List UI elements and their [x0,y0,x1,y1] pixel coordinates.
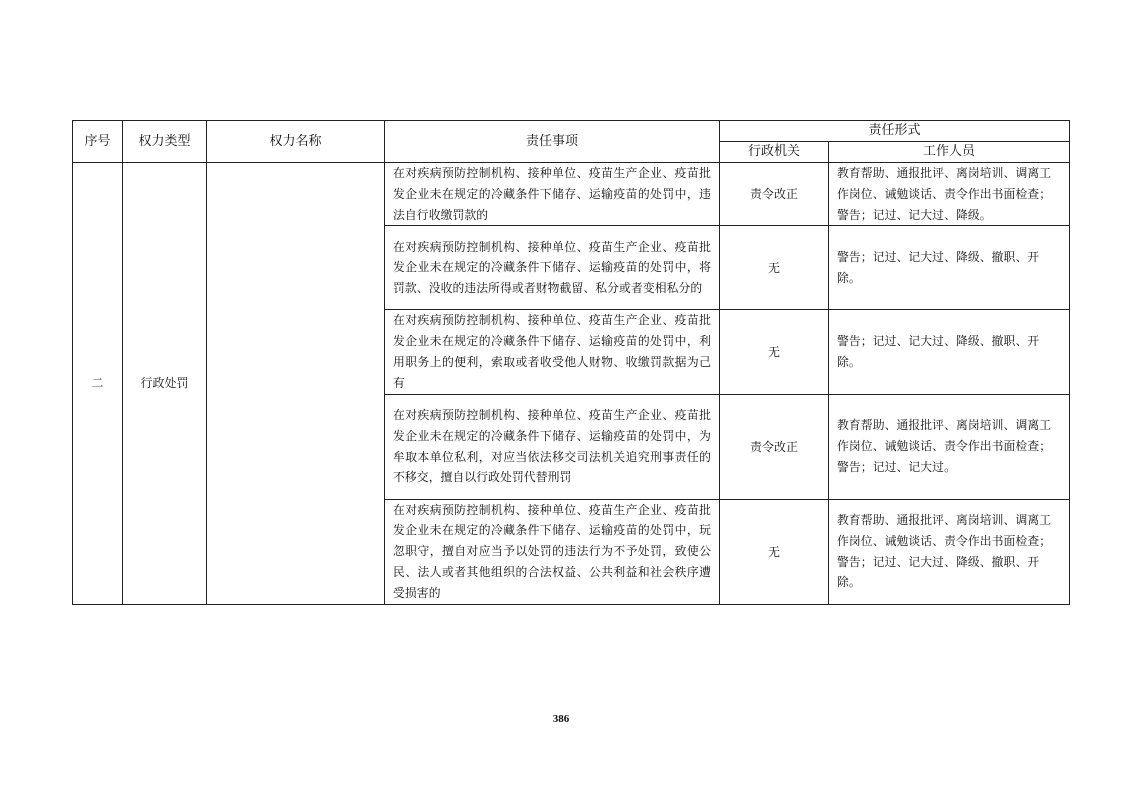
header-power-name: 权力名称 [207,121,385,163]
header-agency: 行政机关 [720,142,829,163]
agency-cell: 无 [720,499,829,604]
matter-cell: 在对疾病预防控制机构、接种单位、疫苗生产企业、疫苗批发企业未在规定的冷藏条件下储存、运输疫苗的处罚中，违法自行收缴罚款的 [385,163,720,226]
agency-cell: 无 [720,310,829,394]
matter-cell: 在对疾病预防控制机构、接种单位、疫苗生产企业、疫苗批发企业未在规定的冷藏条件下储存、运输疫苗的处罚中，为牟取本单位私利，对应当依法移交司法机关追究刑事责任的不移交，擅自以行政处罚代替刑罚 [385,394,720,499]
header-seq: 序号 [73,121,123,163]
agency-cell: 责令改正 [720,394,829,499]
matter-cell: 在对疾病预防控制机构、接种单位、疫苗生产企业、疫苗批发企业未在规定的冷藏条件下储存、运输疫苗的处罚中，将罚款、没收的违法所得或者财物截留、私分或者变相私分的 [385,226,720,310]
header-responsibility: 责任事项 [385,121,720,163]
header-staff: 工作人员 [829,142,1070,163]
table-row [73,163,1070,226]
matter-cell: 在对疾病预防控制机构、接种单位、疫苗生产企业、疫苗批发企业未在规定的冷藏条件下储存、运输疫苗的处罚中，玩忽职守，擅自对应当予以处罚的违法行为不予处罚，致使公民、法人或者其他组织的合法权益、公共利益和社会秩序遭受损害的 [385,499,720,604]
staff-cell: 警告；记过、记大过、降级、撤职、开除。 [829,310,1070,394]
staff-cell: 教育帮助、通报批评、离岗培训、调离工作岗位、诫勉谈话、责令作出书面检查；警告；记过、记大过、降级、撤职、开除。 [829,499,1070,604]
group-power-type-cell: 行政处罚 [123,163,207,605]
matter-cell: 在对疾病预防控制机构、接种单位、疫苗生产企业、疫苗批发企业未在规定的冷藏条件下储存、运输疫苗的处罚中，利用职务上的便利，索取或者收受他人财物、收缴罚款据为己有 [385,310,720,394]
table-body [73,163,1070,605]
agency-cell: 无 [720,226,829,310]
staff-cell: 教育帮助、通报批评、离岗培训、调离工作岗位、诫勉谈话、责令作出书面检查；警告；记过、记大过、降级。 [829,163,1070,226]
header-form: 责任形式 [720,121,1070,142]
staff-cell: 警告；记过、记大过、降级、撤职、开除。 [829,226,1070,310]
group-seq-cell: 二 [73,163,123,605]
page-number: 386 [552,713,570,725]
agency-cell: 责令改正 [720,163,829,226]
table-header [73,121,1070,163]
group-power-name-cell [207,163,385,605]
staff-cell: 教育帮助、通报批评、离岗培训、调离工作岗位、诫勉谈话、责令作出书面检查；警告；记过、记大过。 [829,394,1070,499]
header-power-type: 权力类型 [123,121,207,163]
responsibility-table [72,120,1070,605]
